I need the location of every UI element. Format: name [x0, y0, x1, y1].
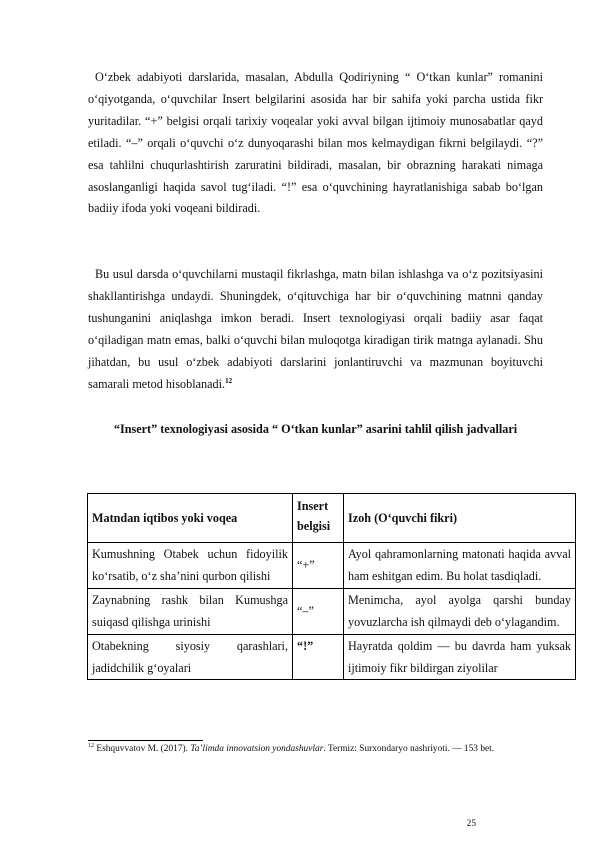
row-2-comment: Menimcha, ayol ayolga qarshi bunday yovuzlarcha ish qilmaydi deb o‘ylagandim. [344, 588, 576, 634]
header-insert-sign: Insert belgisi [293, 494, 344, 543]
row-3-sign: “!” [293, 634, 344, 680]
row-3-quote: Otabekning siyosiy qarashlari, jadidchilik g‘oyalari [88, 634, 293, 680]
table-row [88, 634, 576, 680]
footnote-reference[interactable]: 12 [225, 376, 233, 385]
paragraph-2-text: Bu usul darsda o‘quvchilarni mustaqil fikrlashga, matn bilan ishlashga va o‘z pozitsiyasini shakllantirishga undaydi. Shuningdek, o‘qituvchiga har bir o‘quvchining matnni qanday tushunganini aniqlashga imkon beradi. Insert texnologiyasi orqali badiiy asar faqat o‘qiladigan matn emas, balki o‘quvchi bilan muloqotga kiradigan tirik matnga aylanadi. Shu jihatdan, bu usul o‘zbek adabiyoti darslarini jonlantiruvchi va mazmunan boyituvchi samarali metod hisoblanadi. [88, 267, 543, 391]
footnote-author: Eshquvvatov M. (2017). [96, 744, 191, 754]
paragraph-1-text: O‘zbek adabiyoti darslarida, masalan, Abdulla Qodiriyning “ O‘tkan kunlar” romanini o‘qiyotganda, o‘quvchilar Insert belgilarini asosida har bir sahifa yoki parcha ustida fikr yuritadilar. “+” belgisi orqali tarixiy voqealar yoki avval bilgan ijtimoiy munosabatlar qayd etiladi. “–” orqali o‘quvchi o‘z dunyoqarashi bilan mos kelmaydigan fikrni belgilaydi. “?” esa tahlilni chuqurlashtirish zaruratini bildiradi, masalan, bir obrazning harakati nimaga asoslanganligi haqida savol tug‘iladi. “!” esa o‘quvchining hayratlanishiga sabab bo‘lgan badiiy ifoda yoki voqeani bildiradi. [88, 70, 543, 216]
header-quote: Matndan iqtibos yoki voqea [88, 494, 293, 543]
row-2-sign: “–” [293, 588, 344, 634]
footnote-number: 12 [88, 742, 94, 749]
body-paragraph-2 [88, 264, 543, 395]
header-comment: Izoh (O‘quvchi fikri) [344, 494, 576, 543]
table-row [88, 588, 576, 634]
insert-analysis-table [87, 493, 576, 680]
row-1-sign: “+” [293, 543, 344, 589]
row-1-quote: Kumushning Otabek uchun fidoyilik ko‘rsatib, o‘z sha’nini qurbon qilishi [88, 543, 293, 589]
footnote-divider [88, 740, 203, 741]
table-caption: “Insert” texnologiyasi asosida “ O‘tkan kunlar” asarini tahlil qilish jadvallari [113, 422, 518, 436]
page-number: 25 [466, 819, 476, 829]
footnote-title: Ta’limda innovatsion yondashuvlar [190, 744, 324, 754]
row-2-quote: Zaynabning rashk bilan Kumushga suiqasd qilishga urinishi [88, 588, 293, 634]
footnote [88, 743, 528, 757]
row-1-comment: Ayol qahramonlarning matonati haqida avval ham eshitgan edim. Bu holat tasdiqladi. [344, 543, 576, 589]
row-3-comment: Hayratda qoldim — bu davrda ham yuksak ijtimoiy fikr bildirgan ziyolilar [344, 634, 576, 680]
table-header-row [88, 494, 576, 543]
table-row [88, 543, 576, 589]
footnote-publisher: . Termiz: Surxondaryo nashriyoti. — 153 bet. [323, 744, 495, 754]
body-paragraph-1 [88, 67, 543, 220]
